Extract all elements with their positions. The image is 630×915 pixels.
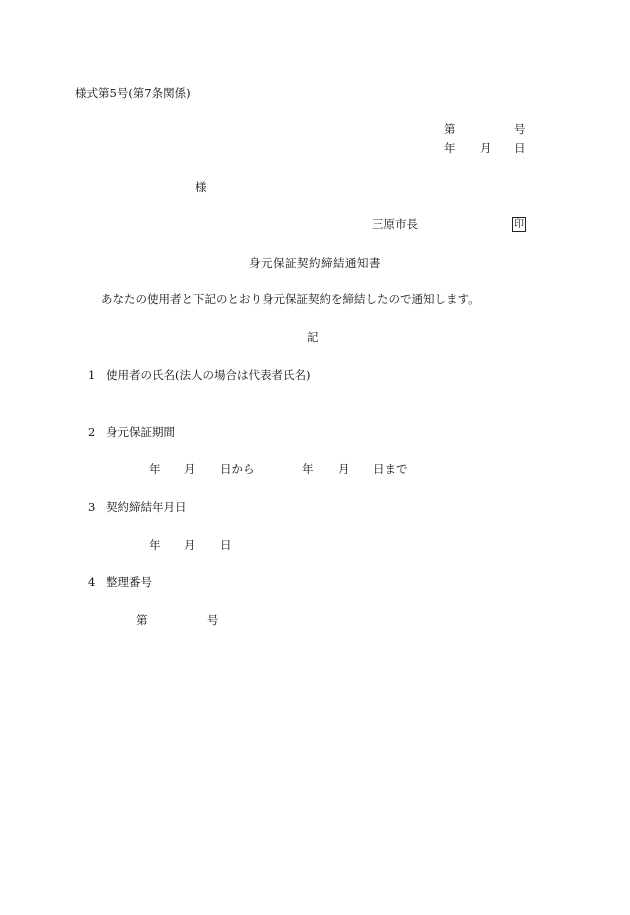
number-prefix: 第 [444, 122, 456, 136]
contract-day: 日 [220, 538, 232, 552]
item2-number: 2 [88, 425, 96, 439]
item3-number: 3 [88, 500, 96, 514]
contract-month: 月 [184, 538, 196, 552]
date-day: 日 [514, 141, 526, 155]
contract-year: 年 [149, 538, 161, 552]
item4-label: 整理番号 [106, 575, 152, 589]
period-to-year: 年 [302, 462, 314, 476]
period-from-day: 日から [220, 462, 255, 476]
issuer-name: 三原市長 [372, 217, 418, 231]
item1-number: 1 [88, 368, 96, 382]
period-from-year: 年 [149, 462, 161, 476]
document-title: 身元保証契約締結通知書 [249, 256, 381, 270]
reference-prefix: 第 [136, 613, 148, 627]
period-from-month: 月 [184, 462, 196, 476]
form-label: 様式第5号(第7条関係) [75, 86, 191, 100]
item3-label: 契約締結年月日 [106, 500, 187, 514]
seal-char: 印 [514, 219, 524, 230]
reference-suffix: 号 [207, 613, 219, 627]
period-to-day: 日まで [373, 462, 408, 476]
ki-heading: 記 [307, 330, 319, 344]
body-text: あなたの使用者と下記のとおり身元保証契約を締結したので通知します。 [101, 292, 480, 306]
period-to-month: 月 [338, 462, 350, 476]
date-month: 月 [480, 141, 492, 155]
item1-label: 使用者の氏名(法人の場合は代表者氏名) [106, 368, 311, 382]
date-year: 年 [444, 141, 456, 155]
number-suffix: 号 [514, 122, 526, 136]
item4-number: 4 [88, 575, 96, 589]
item2-label: 身元保証期間 [106, 425, 175, 439]
addressee-suffix: 様 [195, 180, 207, 194]
seal-mark [512, 216, 526, 232]
